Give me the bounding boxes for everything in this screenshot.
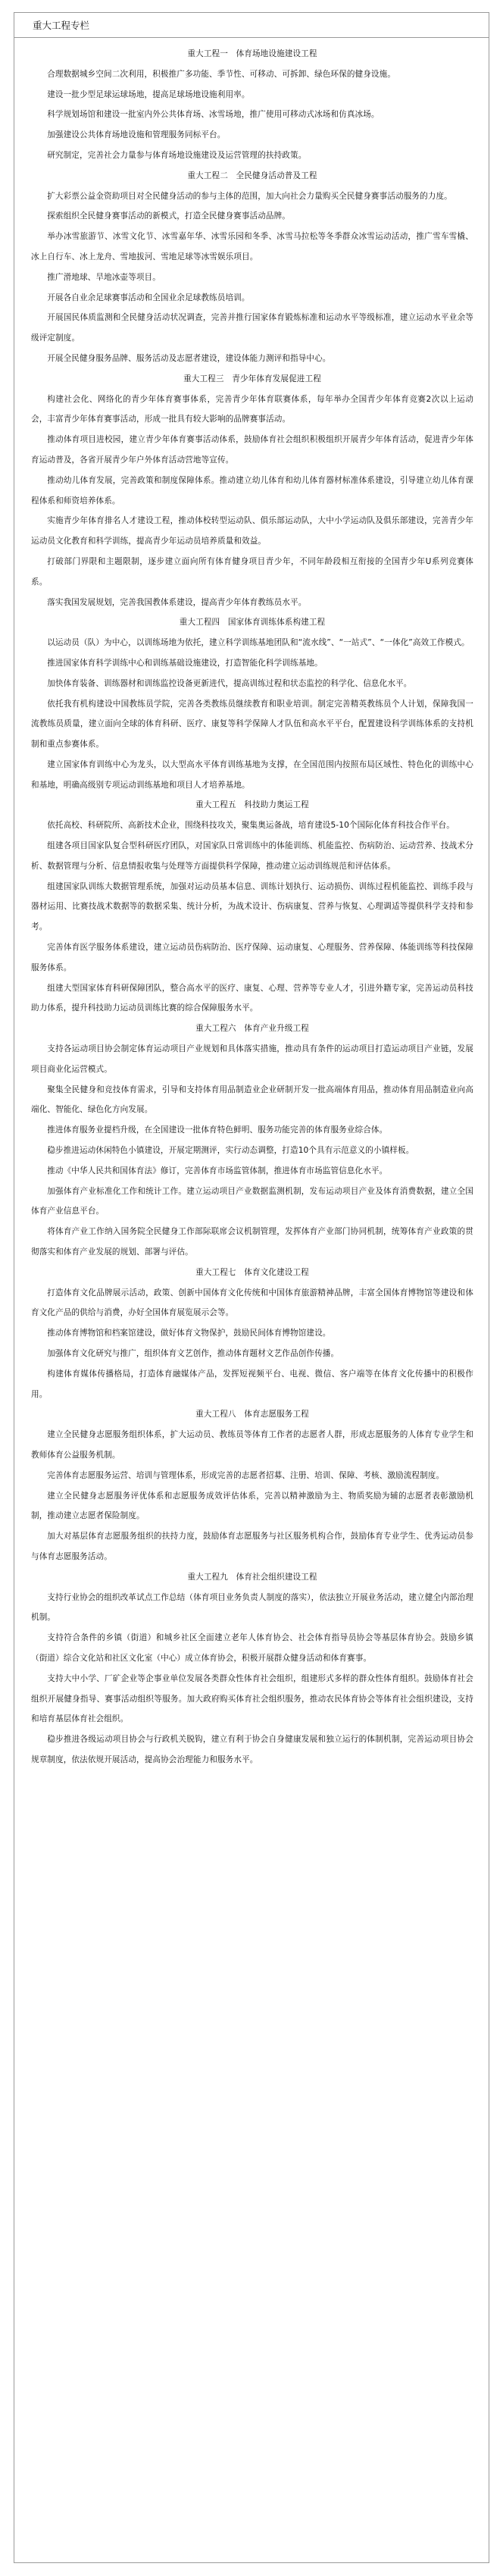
body-paragraph: 合理数据城乡空间二次利用，积极推广多功能、季节性、可移动、可拆卸、绿色环保的健身设施。 (47, 69, 396, 79)
body-paragraph: 支持行业协会的组织改革试点工作总结（体育项目业务负责人制度的落实），依法独立开展业务活动，建立健全内部治理机制。 (31, 1592, 473, 1623)
body-paragraph: 开展各自业余足球赛事活动和全国业余足球教练员培训。 (47, 293, 250, 302)
body-paragraph: 建立国家体育训练中心为龙头，以大型高水平体育训练基地为支撑，在全国范围内按照布局区域性、特色化的训练中心和基地，明确高级别专项运动训练基地和项目人才培养基地。 (31, 759, 473, 790)
body-paragraph: 推动体育博物馆和档案馆建设，做好体育文物保护，鼓励民间体育博物馆建设。 (47, 1329, 331, 1338)
body-paragraph: 举办冰雪旅游节、冰雪文化节、冰雪嘉年华、冰雪乐园和冬季、冰雪马拉松等冬季群众冰雪运动活动，推广雪车雪橇、冰上自行车、冰上龙舟、雪地拔河、雪地足球等冰雪娱乐项目。 (31, 232, 473, 261)
body-paragraph: 加强建设公共体育场地设施和管理服务同标平台。 (47, 130, 226, 140)
article-body (14, 38, 489, 1770)
body-paragraph: 研究制定，完善社会力量参与体育场地设施建设及运营管理的扶持政策。 (47, 150, 307, 160)
body-paragraph: 推动体育项目进校园，建立青少年体育赛事活动体系，鼓励体育社会组织积极组织开展青少年体育活动，促进青少年体育运动普及，各省开展青少年户外体育活动营地等宣传。 (31, 435, 473, 465)
body-paragraph: 推动《中华人民共和国体育法》修订，完善体育市场监管体制，推进体育市场监管信息化水平。 (47, 1166, 388, 1175)
body-paragraph: 加快体育装备、训练器材和训练监控设备更新进代，提高训练过程和状态监控的科学化、信息化水平。 (47, 678, 412, 688)
section-heading: 重大工程九 体育社会组织建设工程 (187, 1572, 317, 1582)
body-paragraph: 推广滑地球、旱地冰壶等项目。 (47, 272, 161, 282)
body-paragraph: 加强体育文化研究与推广，组织体育文艺创作，推动体育题材文艺作品创作传播。 (47, 1349, 339, 1358)
section-heading: 重大工程三 青少年体育发展促进工程 (183, 374, 321, 383)
body-paragraph: 组建大型国家体育科研保障团队，整合高水平的医疗、康复、心理、营养等专业人才，引进外籍专家，完善运动员科技助力体系，提升科技助力运动员训练比赛的综合保障服务水平。 (31, 983, 473, 1013)
body-paragraph: 支持各运动项目协会制定体育运动项目产业规划和具体落实措施，推动具有条件的运动项目打造运动项目产业链，发展项目商业化运营模式。 (31, 1044, 473, 1074)
section-heading: 重大工程六 体育产业升级工程 (195, 1024, 309, 1034)
body-paragraph: 探索组织全民健身赛事活动的新模式，打造全民健身赛事活动品牌。 (47, 211, 290, 221)
body-paragraph: 支持大中小学、厂矿企业等企事业单位发展各类群众性体育社会组织，组建形式多样的群众性体育组织。鼓励体育社会组织开展健身指导、赛事活动组织等服务。加大政府购买体育社会组织服务，推动农民体育协会等体育社会组织建设，支持和培育基层体育社会组织。 (31, 1673, 473, 1724)
body-paragraph: 组建国家队训练大数据管理系统，加强对运动员基本信息、训练计划执行、运动损伤、训练过程机能监控、训练手段与器材运用、比赛技战术数据等的数据采集、统计分析，为战术设计、伤病康复、营养与恢复、心理调适等提供科学支持和参考。 (31, 881, 473, 932)
body-paragraph: 加强体育产业标准化工作和统计工作。建立运动项目产业数据监测机制，发布运动项目产业及体育消费数据，建立全国体育产业信息平台。 (31, 1186, 473, 1216)
panel-header (14, 13, 489, 38)
body-paragraph: 聚集全民健身和竞技体育需求，引导和支持体育用品制造业企业研制开发一批高端体育用品，推动体育用品制造业向高端化、智能化、绿色化方向发展。 (31, 1085, 473, 1115)
body-paragraph: 开展全民健身服务品牌、服务活动及志愿者建设，建设体能力测评和指导中心。 (47, 353, 331, 363)
body-paragraph: 稳步推进运动休闲特色小镇建设，开展定期测评，实行动态调整，打造10个具有示范意义的小镇样板。 (47, 1146, 414, 1156)
body-paragraph: 建立全民健身志愿服务组织体系，扩大运动员、教练员等体育工作者的志愿者人群，形成志愿服务的人体育专业学生和教师体育公益服务机制。 (31, 1430, 473, 1460)
section-heading: 重大工程五 科技助力奥运工程 (195, 800, 309, 810)
body-paragraph: 以运动员（队）为中心，以训练场地为依托，建立科学训练基地团队和“流水线”、“一站式”、“一体化”高效工作模式。 (47, 638, 470, 648)
body-paragraph: 开展国民体质监测和全民健身活动状况调查，完善并推行国家体育锻炼标准和运动水平等级标准，建立运动水平业余等级评定制度。 (31, 313, 473, 343)
section-heading: 重大工程八 体育志愿服务工程 (195, 1410, 309, 1419)
panel-title: 重大工程专栏 (33, 20, 90, 31)
section-heading: 重大工程七 体育文化建设工程 (195, 1267, 309, 1277)
body-paragraph: 构建社会化、网络化的青少年体育赛事体系，完善青少年体育联赛体系，每年举办全国青少年体育竞赛2次以上运动会，丰富青少年体育赛事活动，形成一批具有较大影响的品牌赛事活动。 (31, 394, 473, 424)
article-frame (14, 12, 489, 2563)
body-paragraph: 打造体育文化品牌展示活动，政策、创新中国体育文化传统和中国体育旅游精神品牌，丰富全国体育博物馆等建设和体育文化产品的供给与消费，办好全国体育展览展示会等。 (31, 1288, 473, 1318)
body-paragraph: 将体育产业工作纳入国务院全民健身工作部际联席会议机制管理，发挥体育产业部门协同机制，统筹体育产业政策的贯彻落实和体育产业发展的规划、部署与评估。 (31, 1227, 473, 1257)
section-heading: 重大工程四 国家体育训练体系构建工程 (179, 618, 326, 628)
body-paragraph: 推进国家体育科学训练中心和训练基础设施建设，打造智能化科学训练基地。 (47, 658, 323, 668)
body-paragraph: 扩大彩票公益金资助项目对全民健身活动的参与主体的范围，加大向社会力量购买全民健身赛事活动服务的力度。 (47, 191, 452, 201)
body-paragraph: 依托我有机构建设中国教练员学院，完善各类教练员继续教育和职业培训。制定完善精英教练员个人计划，保障我国一流教练员质量，建立面向全球的体育科研、医疗、康复等科学保障人才队伍和高水平平台，配置建设科学训练体系的支持机制和重点参赛体系。 (31, 699, 473, 750)
body-paragraph: 完善体育医学服务体系建设，建立运动员伤病防治、医疗保障、运动康复、心理服务、营养保障、体能训练等科技保障服务体系。 (31, 943, 473, 972)
body-paragraph: 组建各项目国家队复合型科研医疗团队，对国家队日常训练中的体能训练、机能监控、伤病防治、运动营养、技战术分析、数据管理与分析、信息情报收集与处理等方面提供科学保障，推动建立运动训练规范和评估体系。 (31, 841, 473, 871)
body-paragraph: 稳步推进各级运动项目协会与行政机关脱钩，建立有利于协会自身健康发展和独立运行的体制机制，完善运动项目协会规章制度，依法依规开展活动，提高协会治理能力和服务水平。 (31, 1735, 473, 1764)
body-paragraph: 推动幼儿体育发展，完善政策和制度保障体系。推动建立幼儿体育和幼儿体育器材标准体系建设，引导建立幼儿体育课程体系和师资培养体系。 (31, 475, 473, 505)
body-paragraph: 支持符合条件的乡镇（街道）和城乡社区全面建立老年人体育协会、社会体育指导员协会等基层体育协会。鼓励乡镇（街道）综合文化站和社区文化室（中心）成立体育协会，积极开展群众健身活动和体育赛事。 (31, 1633, 473, 1663)
body-paragraph: 落实我国发展规划，完善我国教体系建设，提高青少年体育教练员水平。 (47, 597, 307, 607)
body-paragraph: 打破部门界限和主题限制，逐步建立面向所有体育健身项目青少年，不同年龄段相互衔接的全国青少年U系列竞赛体系。 (31, 556, 473, 587)
body-paragraph: 完善体育志愿服务运营、培训与管理体系，形成完善的志愿者招募、注册、培训、保障、考核、激励流程制度。 (47, 1470, 445, 1480)
body-paragraph: 推进体育服务业提档升级，在全国建设一批体育特色鲜明、服务功能完善的体育服务业综合体。 (47, 1125, 388, 1135)
body-paragraph: 构建体育媒体传播格局，打造体育融媒体产品，发挥短视频平台、电视、微信、客户端等在体育文化传播中的积极作用。 (31, 1369, 473, 1399)
body-paragraph: 建设一批少型足球运球场地，提高足球场地设施利用率。 (47, 89, 250, 99)
section-heading: 重大工程一 体育场地设施建设工程 (187, 49, 317, 58)
body-paragraph: 科学规划场馆和建设一批室内外公共体育场、冰雪场地，推广使用可移动式冰场和仿真冰场。 (47, 110, 380, 120)
body-paragraph: 建立全民健身志愿服务评优体系和志愿服务成效评估体系，完善以精神激励为主、物质奖励为辅的志愿者表彰激励机制，推动建立志愿者保险制度。 (31, 1491, 473, 1521)
body-paragraph: 实施青少年体育排名人才建设工程，推动体校转型运动队、俱乐部运动队，大中小学运动队及俱乐部建设，完善青少年运动员文化教育和科学训练，提高青少年运动员培养质量和效益。 (31, 516, 473, 546)
body-paragraph: 依托高校、科研院所、高新技术企业，围绕科技攻关，聚集奥运备战，培育建设5-10个国际化体育科技合作平台。 (47, 821, 455, 831)
section-heading: 重大工程二 全民健身活动普及工程 (187, 171, 317, 180)
body-paragraph: 加大对基层体育志愿服务组织的扶持力度，鼓励体育志愿服务与社区服务机构合作，鼓励体育专业学生、优秀运动员参与体育志愿服务活动。 (31, 1532, 473, 1561)
